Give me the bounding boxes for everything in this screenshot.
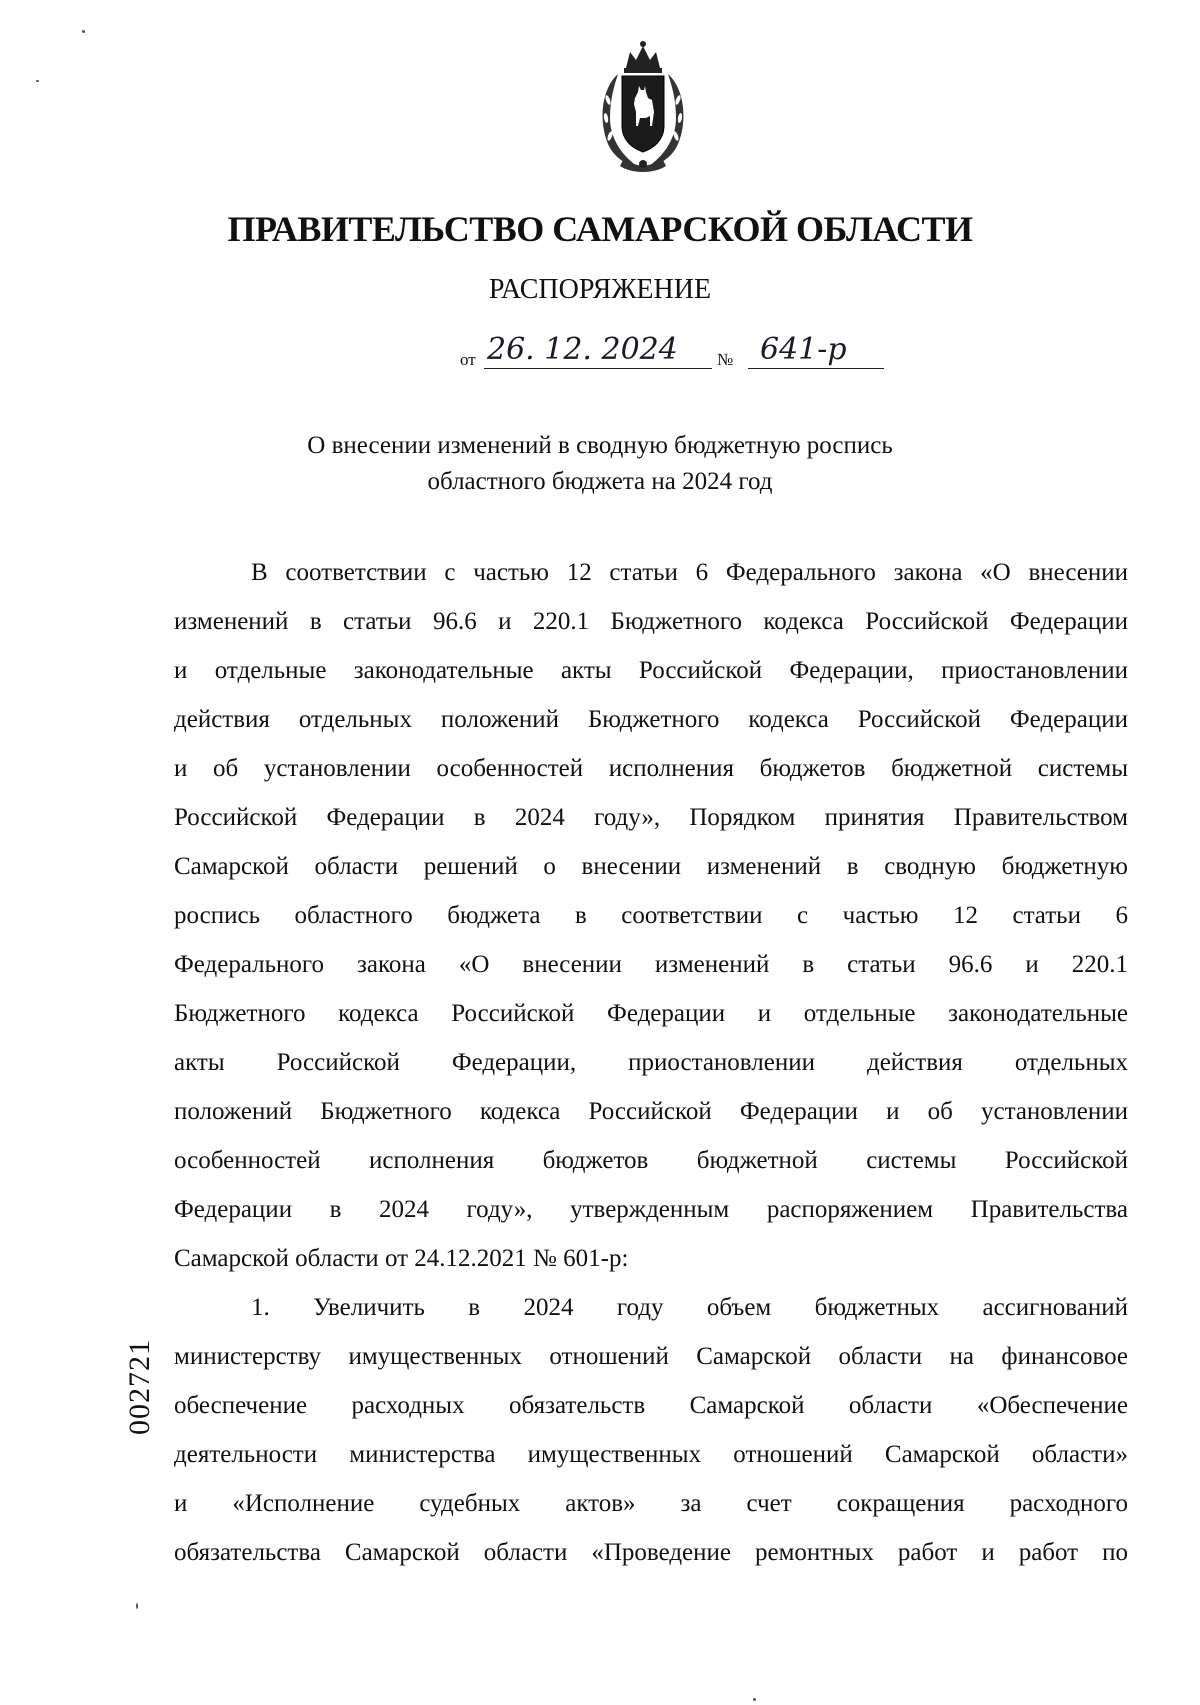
body-line: В соответствии с частью 12 статьи 6 Федерального закона «О внесении — [251, 559, 1128, 586]
body-line: и отдельные законодательные акты Российской Федерации, приостановлении — [174, 657, 1128, 684]
body-line: изменений в статьи 96.6 и 220.1 Бюджетного кодекса Российской Федерации — [174, 608, 1128, 635]
scan-speck — [753, 1698, 756, 1701]
document-body — [174, 548, 1128, 1577]
body-line: Федерального закона «О внесении изменений в статьи 96.6 и 220.1 — [174, 951, 1128, 978]
body-line: Федерации в 2024 году», утвержденным распоряжением Правительства — [174, 1196, 1128, 1223]
number-underline — [748, 368, 884, 369]
handwritten-number: 641-р — [760, 332, 847, 367]
body-line: положений Бюджетного кодекса Российской Федерации и об установлении — [174, 1098, 1128, 1125]
body-line: и «Исполнение судебных актов» за счет сокращения расходного — [174, 1490, 1128, 1517]
government-title: ПРАВИТЕЛЬСТВО САМАРСКОЙ ОБЛАСТИ — [227, 209, 973, 249]
scan-speck — [36, 80, 39, 82]
document-type: РАСПОРЯЖЕНИЕ — [488, 274, 712, 305]
body-line: деятельности министерства имущественных отношений Самарской области» — [174, 1441, 1128, 1468]
body-line: особенностей исполнения бюджетов бюджетной системы Российской — [174, 1147, 1128, 1174]
body-line: Бюджетного кодекса Российской Федерации и отдельные законодательные — [174, 1000, 1128, 1027]
registration-number: 002721 — [123, 1339, 156, 1435]
handwritten-date: 26. 12. 2024 — [487, 332, 678, 367]
body-line: Самарской области от 24.12.2021 № 601-р: — [174, 1245, 629, 1272]
body-line: и об установлении особенностей исполнения бюджетов бюджетной системы — [174, 755, 1128, 782]
samara-oblast-coat-of-arms-icon — [588, 40, 698, 176]
body-line: Самарской области решений о внесении изменений в сводную бюджетную — [174, 853, 1128, 880]
number-prefix: № — [717, 350, 734, 369]
scan-speck — [136, 1603, 138, 1609]
scan-speck — [82, 30, 85, 33]
body-line: обеспечение расходных обязательств Самарской области «Обеспечение — [174, 1392, 1128, 1419]
body-line: роспись областного бюджета в соответствии с частью 12 статьи 6 — [174, 902, 1128, 929]
body-line: акты Российской Федерации, приостановлении действия отдельных — [174, 1049, 1128, 1076]
subject-line: областного бюджета на 2024 год — [427, 468, 773, 495]
date-prefix: от — [460, 350, 476, 369]
date-underline — [484, 368, 712, 369]
body-line: 1. Увеличить в 2024 году объем бюджетных ассигнований — [251, 1294, 1128, 1321]
document-subject — [0, 428, 1200, 500]
body-line: действия отдельных положений Бюджетного кодекса Российской Федерации — [174, 706, 1128, 733]
body-line: Российской Федерации в 2024 году», Порядком принятия Правительством — [174, 804, 1128, 831]
subject-line: О внесении изменений в сводную бюджетную роспись — [307, 432, 893, 459]
body-line: министерству имущественных отношений Самарской области на финансовое — [174, 1343, 1128, 1370]
body-line: обязательства Самарской области «Проведение ремонтных работ и работ по — [174, 1539, 1128, 1566]
